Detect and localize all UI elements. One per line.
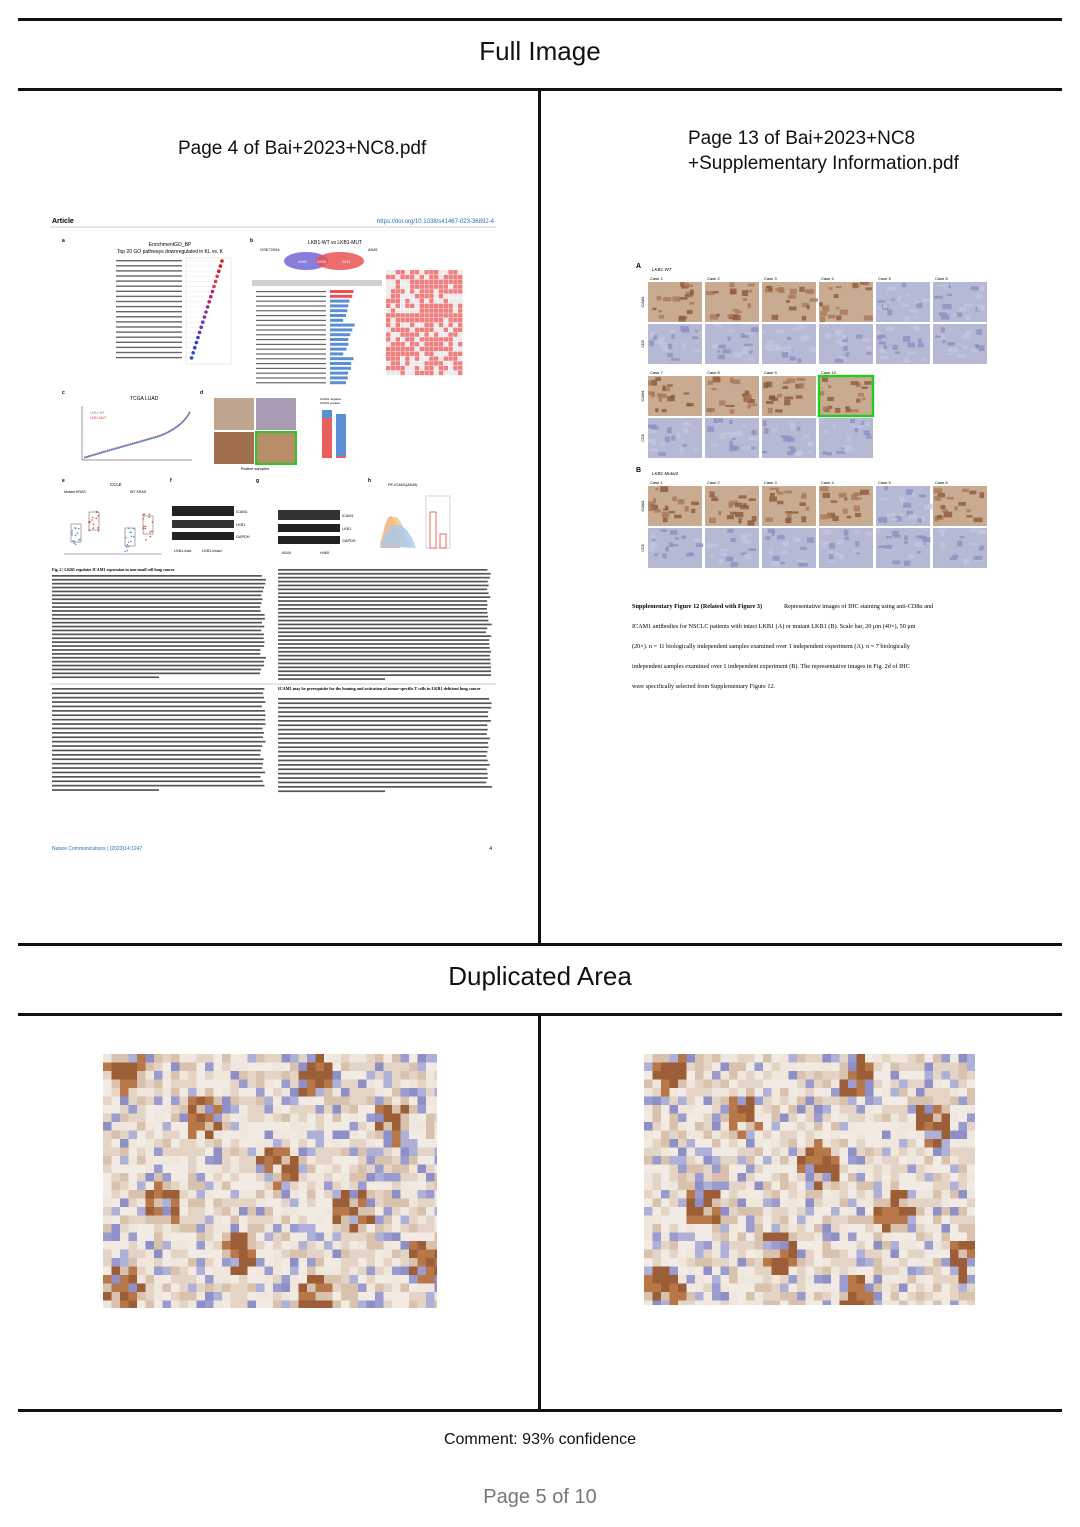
enrichment-bar: [330, 348, 346, 351]
supp-row-label: ICAM1: [641, 500, 645, 512]
panel-e-group-1: Mutant KRAS: [64, 490, 86, 494]
panel-b-venn: [284, 252, 364, 270]
panel-e-group-2: WT KRAS: [130, 490, 147, 494]
panel-f-western-blot: [172, 506, 250, 553]
supp-label-a-sub: LKB1-WT: [652, 267, 672, 272]
supp-caption-line-5: were specifically selected from Supplementary Figure 12.: [632, 683, 776, 690]
article-page-thumbnail: [50, 214, 496, 854]
supplementary-page-thumbnail: [632, 258, 992, 698]
figure-caption-title: Fig. 2 | LKB1 regulates ICAM1 expression in non-small cell lung cancer.: [52, 567, 175, 572]
panel-a-title: EnrichmentGO_BP: [148, 242, 192, 248]
enrichment-bar: [330, 300, 349, 303]
svg-text:c: c: [62, 390, 65, 396]
svg-text:d: d: [200, 390, 204, 396]
duplicated-area-title: Duplicated Area: [448, 961, 632, 991]
confidence-comment: Comment: 93% confidence: [443, 1431, 637, 1448]
duplicated-area-top-rule: [18, 943, 1062, 946]
top-rule: [18, 18, 1062, 21]
panel-c-legend-1: LKB1 WT: [90, 411, 105, 415]
panel-f-label-2: LKB1-intact: [202, 549, 222, 553]
panel-d-xlabel: Patient samples: [240, 466, 270, 471]
enrichment-bar: [330, 290, 353, 293]
dotplot-point: [215, 275, 219, 279]
panel-e-title: CCLE: [110, 482, 122, 487]
panel-a-dotplot: [186, 258, 231, 364]
panel-a-subtitle: Top 20 GO pathways downregulated in KL vs. K: [117, 249, 223, 255]
enrichment-bar: [330, 295, 352, 298]
panel-g-label-2: H460: [320, 551, 330, 555]
dotplot-point: [201, 320, 205, 324]
supp-row-label: CD8: [641, 544, 645, 552]
panel-b-dataset-2: A549: [368, 247, 378, 252]
full-image-title: Full Image: [479, 36, 601, 66]
enrichment-bar: [330, 362, 351, 365]
venn-left-count: 4180: [298, 259, 307, 264]
enrichment-bar: [330, 314, 346, 317]
panel-e-boxplots: [64, 511, 162, 554]
svg-text:g: g: [256, 478, 260, 484]
blot-label-lkb1: LKB1: [236, 523, 246, 527]
dotplot-point: [203, 315, 207, 319]
supp-caption-line-3: (20×). n = 11 biologically independent samples examined over 1 independent experiment (A). n = 7 biologically: [632, 643, 910, 650]
supplementary-figure-render: [632, 258, 992, 698]
dotplot-point: [190, 356, 194, 360]
right-pane-caption-line-2: +Supplementary Information.pdf: [688, 153, 959, 174]
enrichment-bar: [330, 367, 351, 370]
svg-text:a: a: [62, 238, 65, 244]
supp-row-label: CD8: [641, 340, 645, 348]
panel-d-legend-2: ICAM1 positive: [320, 401, 341, 405]
blot-label-gapdh: GAPDH: [236, 535, 250, 539]
panel-g-blot-gapdh: GAPDH: [342, 539, 356, 543]
supp-row-label: ICAM1: [641, 390, 645, 402]
supp-case-label: Case 4: [821, 480, 834, 485]
svg-text:f: f: [170, 478, 172, 484]
panel-f-label-1: LKB1-loss: [174, 549, 192, 553]
supp-case-label: Case 1: [650, 480, 663, 485]
panel-g-blot-lkb1: LKB1: [342, 527, 352, 531]
supp-case-label: Case 6: [935, 480, 948, 485]
venn-mid-count: 1225: [317, 259, 326, 264]
panel-g-blot-icam1: ICAM1: [342, 514, 354, 518]
enrichment-bar: [330, 309, 347, 312]
supp-case-label: Case 3: [764, 480, 777, 485]
supp-case-label: Case 7: [650, 370, 663, 375]
dotplot-point: [198, 331, 202, 335]
supp-row-label: ICAM1: [641, 296, 645, 308]
duplicated-area-right-pixels: [644, 1054, 975, 1305]
enrichment-bar: [330, 324, 355, 327]
article-footer-page: 4: [489, 846, 492, 852]
dotplot-point: [195, 341, 199, 345]
svg-text:h: h: [368, 478, 372, 484]
dotplot-point: [193, 346, 197, 350]
supp-label-a: A: [636, 263, 642, 270]
panel-c-legend-2: LKB1 MUT: [90, 416, 107, 420]
panel-d-ihc: [214, 398, 296, 471]
panel-b-title: LKB1-WT vs LKB1-MUT: [308, 240, 363, 246]
panel-g-western-blot: [278, 510, 356, 555]
article-label: Article: [52, 218, 74, 225]
duplicated-area-left-pixels: [103, 1054, 437, 1308]
duplicated-area-left-image: [103, 1054, 437, 1308]
panel-b-heatmap: [386, 270, 462, 375]
right-pane-caption: [688, 126, 959, 176]
supp-case-label: Case 5: [878, 480, 891, 485]
venn-right-count: 2511: [342, 259, 351, 264]
panel-c-title: TCGA LUAD: [130, 396, 159, 402]
supp-row-label: CD8: [641, 434, 645, 442]
enrichment-bar: [330, 372, 348, 375]
supp-case-label: Case 10: [821, 370, 836, 375]
supp-case-label: Case 9: [764, 370, 777, 375]
right-pane-caption-line-1: Page 13 of Bai+2023+NC8: [688, 128, 916, 149]
enrichment-bar: [330, 328, 352, 331]
dotplot-point: [206, 305, 210, 309]
left-pane-caption: Page 4 of Bai+2023+NC8.pdf: [178, 138, 427, 159]
panel-h-title: PE-ICAM1(A549): [388, 483, 418, 487]
enrichment-bar: [330, 304, 348, 307]
supp-case-label: Case 3: [764, 276, 777, 281]
panel-h-flow: [380, 496, 450, 548]
enrichment-bar: [330, 343, 348, 346]
panel-b-dataset-1: GSE72094: [260, 247, 280, 252]
article-doi: https://doi.org/10.1038/s41467-023-36892-4: [376, 219, 494, 225]
dotplot-point: [220, 259, 224, 263]
enrichment-bar: [330, 376, 348, 379]
supp-case-label: Case 2: [707, 276, 720, 281]
dotplot-point: [212, 285, 216, 289]
supp-caption-line-1: Representative images of IHC staining using anti-CD8α and: [784, 603, 934, 610]
blot-label-icam1: ICAM1: [236, 510, 248, 514]
supp-caption-line-4: independent samples examined over 1 independent experiment (B). The representative images in Fig. 2d of IHC: [632, 663, 910, 670]
panel-d-legend-1: ICAM1 negative: [320, 397, 342, 401]
dotplot-point: [209, 295, 213, 299]
enrichment-bar: [330, 352, 343, 355]
duplicated-area-column-divider: [538, 1016, 541, 1410]
dotplot-point: [219, 264, 223, 268]
supp-case-label: Case 4: [821, 276, 834, 281]
dotplot-point: [207, 300, 211, 304]
enrichment-bar: [330, 381, 346, 384]
dotplot-point: [217, 269, 221, 273]
dotplot-point: [196, 336, 200, 340]
panel-c-line-chart: [82, 406, 192, 460]
supp-caption-line-2: ICAM1 antibodies for NSCLC patients with intact LKB1 (A) or mutant LKB1 (B). Scale bar, 20 μm (40×), 50 μm: [632, 623, 916, 630]
article-footer-journal: Nature Communications | (2023)14:1247: [52, 846, 143, 852]
enrichment-bar: [330, 319, 343, 322]
enrichment-bar: [330, 338, 348, 341]
enrichment-bar: [330, 333, 350, 336]
supp-caption-bold: Supplementary Figure 12 (Related with Figure 3): [632, 603, 763, 610]
supp-case-label: Case 6: [935, 276, 948, 281]
panel-g-label-1: A549: [282, 551, 291, 555]
supp-case-label: Case 1: [650, 276, 663, 281]
dotplot-point: [204, 310, 208, 314]
svg-text:b: b: [250, 238, 254, 244]
panel-b-bars: [252, 280, 382, 384]
bottom-rule: [18, 1409, 1062, 1412]
enrichment-bar: [330, 357, 353, 360]
page-number-footer: Page 5 of 10: [483, 1486, 597, 1508]
supp-case-label: Case 2: [707, 480, 720, 485]
body-right-heading: ICAM1 may be prerequisite for the homing and activation of tumor-specific T cells in LKB1 deficient lung cancer: [278, 686, 481, 691]
dotplot-point: [199, 326, 203, 330]
article-page-render: [50, 214, 496, 854]
panel-d-stacked-bars: [320, 397, 346, 458]
supp-label-b: B: [636, 467, 642, 474]
dotplot-point: [191, 351, 195, 355]
supp-case-label: Case 5: [878, 276, 891, 281]
full-image-column-divider: [538, 91, 541, 943]
svg-text:e: e: [62, 478, 65, 484]
supp-case-label: Case 8: [707, 370, 720, 375]
dotplot-point: [214, 280, 218, 284]
dotplot-point: [211, 290, 215, 294]
supp-label-b-sub: LKB1-Mutant: [652, 471, 679, 476]
duplicated-area-right-image: [644, 1054, 975, 1305]
